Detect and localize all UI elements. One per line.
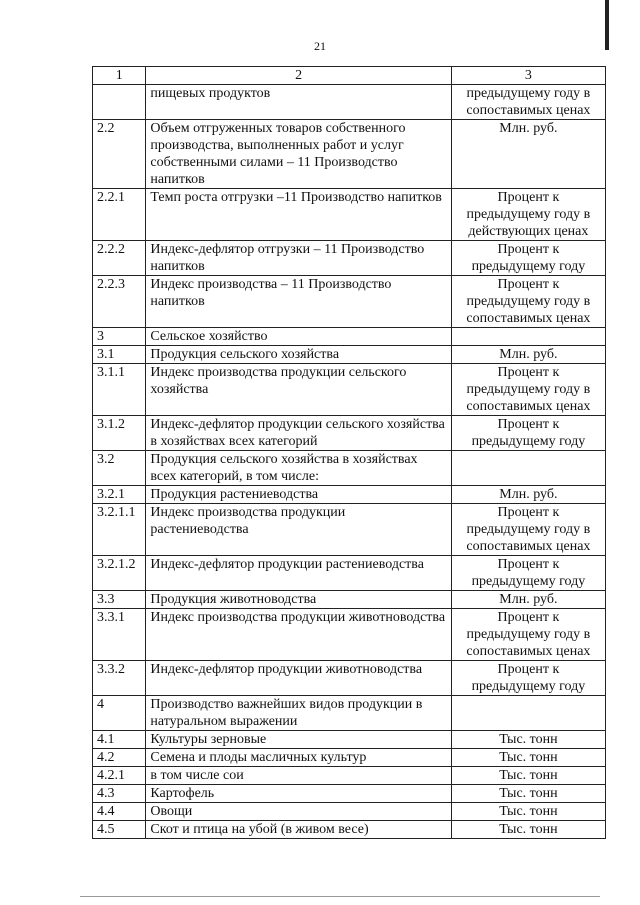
row-code: 3.3 bbox=[93, 591, 146, 609]
row-name: Производство важнейших видов продукции в натуральном выражении bbox=[146, 696, 451, 731]
row-unit: Млн. руб. bbox=[451, 346, 605, 364]
row-name: Индекс-дефлятор отгрузки – 11 Производство напитков bbox=[146, 241, 451, 276]
table-row bbox=[93, 486, 606, 504]
row-code: 2.2.1 bbox=[93, 189, 146, 241]
scan-bottom-line bbox=[80, 896, 600, 897]
row-code: 3.1.1 bbox=[93, 364, 146, 416]
table-row bbox=[93, 696, 606, 731]
row-name: Индекс производства продукции растениеводства bbox=[146, 504, 451, 556]
table-header-row bbox=[93, 67, 606, 85]
row-code: 3.3.1 bbox=[93, 609, 146, 661]
row-name: Продукция растениеводства bbox=[146, 486, 451, 504]
table-row bbox=[93, 416, 606, 451]
row-name: Скот и птица на убой (в живом весе) bbox=[146, 821, 451, 839]
row-name: Семена и плоды масличных культур bbox=[146, 749, 451, 767]
row-name: Индекс производства продукции животноводства bbox=[146, 609, 451, 661]
row-name: Продукция животноводства bbox=[146, 591, 451, 609]
row-code: 3.1 bbox=[93, 346, 146, 364]
header-col-2: 2 bbox=[146, 67, 451, 85]
row-unit: Млн. руб. bbox=[451, 120, 605, 189]
table-row bbox=[93, 451, 606, 486]
row-name: пищевых продуктов bbox=[146, 85, 451, 120]
row-code: 3.2.1 bbox=[93, 486, 146, 504]
row-unit: Процент к предыдущему году в сопоставимых ценах bbox=[451, 276, 605, 328]
table-row bbox=[93, 821, 606, 839]
row-unit: Млн. руб. bbox=[451, 486, 605, 504]
row-unit: Процент к предыдущему году в действующих ценах bbox=[451, 189, 605, 241]
table-row bbox=[93, 328, 606, 346]
table-row bbox=[93, 276, 606, 328]
row-code: 3 bbox=[93, 328, 146, 346]
row-name: Темп роста отгрузки –11 Производство напитков bbox=[146, 189, 451, 241]
table-row bbox=[93, 785, 606, 803]
table-row bbox=[93, 661, 606, 696]
indicators-table bbox=[92, 66, 606, 839]
row-code: 2.2.2 bbox=[93, 241, 146, 276]
row-name: Индекс-дефлятор продукции животноводства bbox=[146, 661, 451, 696]
table-row bbox=[93, 749, 606, 767]
row-name: Картофель bbox=[146, 785, 451, 803]
table-row bbox=[93, 364, 606, 416]
table-row bbox=[93, 346, 606, 364]
row-code: 2.2 bbox=[93, 120, 146, 189]
table-row bbox=[93, 556, 606, 591]
row-code: 4.5 bbox=[93, 821, 146, 839]
row-code: 4.1 bbox=[93, 731, 146, 749]
row-unit: Процент к предыдущему году в сопоставимых ценах bbox=[451, 609, 605, 661]
row-unit: Процент к предыдущему году в сопоставимых ценах bbox=[451, 504, 605, 556]
table-row bbox=[93, 731, 606, 749]
row-code: 4.2.1 bbox=[93, 767, 146, 785]
row-name: Культуры зерновые bbox=[146, 731, 451, 749]
row-unit: Процент к предыдущему году bbox=[451, 556, 605, 591]
row-code: 3.2 bbox=[93, 451, 146, 486]
header-col-3: 3 bbox=[451, 67, 605, 85]
row-name: Индекс-дефлятор продукции сельского хозяйства в хозяйствах всех категорий bbox=[146, 416, 451, 451]
row-code: 3.1.2 bbox=[93, 416, 146, 451]
row-unit: Тыс. тонн bbox=[451, 785, 605, 803]
table-row bbox=[93, 120, 606, 189]
row-name: в том числе сои bbox=[146, 767, 451, 785]
row-name: Индекс производства продукции сельского хозяйства bbox=[146, 364, 451, 416]
row-code: 2.2.3 bbox=[93, 276, 146, 328]
row-unit: Процент к предыдущему году bbox=[451, 416, 605, 451]
row-code: 4 bbox=[93, 696, 146, 731]
row-code bbox=[93, 85, 146, 120]
row-unit bbox=[451, 328, 605, 346]
row-name: Продукция сельского хозяйства в хозяйствах всех категорий, в том числе: bbox=[146, 451, 451, 486]
page-number: 21 bbox=[314, 39, 326, 53]
table-row bbox=[93, 85, 606, 120]
row-unit: Процент к предыдущему году bbox=[451, 661, 605, 696]
row-code: 4.3 bbox=[93, 785, 146, 803]
row-name: Сельское хозяйство bbox=[146, 328, 451, 346]
row-name: Продукция сельского хозяйства bbox=[146, 346, 451, 364]
table-row bbox=[93, 241, 606, 276]
row-unit: Тыс. тонн bbox=[451, 767, 605, 785]
row-unit: Тыс. тонн bbox=[451, 731, 605, 749]
table-row bbox=[93, 189, 606, 241]
row-name: Индекс-дефлятор продукции растениеводства bbox=[146, 556, 451, 591]
row-unit bbox=[451, 696, 605, 731]
row-unit: Тыс. тонн bbox=[451, 803, 605, 821]
table-row bbox=[93, 803, 606, 821]
row-unit: Процент к предыдущему году в сопоставимых ценах bbox=[451, 364, 605, 416]
row-unit bbox=[451, 451, 605, 486]
row-code: 3.3.2 bbox=[93, 661, 146, 696]
table-row bbox=[93, 591, 606, 609]
row-unit: Млн. руб. bbox=[451, 591, 605, 609]
row-code: 3.2.1.2 bbox=[93, 556, 146, 591]
table-row bbox=[93, 609, 606, 661]
row-name: Объем отгруженных товаров собственного производства, выполненных работ и услуг собственными силами – 11 Производство напитков bbox=[146, 120, 451, 189]
row-unit: Процент к предыдущему году bbox=[451, 241, 605, 276]
row-code: 4.2 bbox=[93, 749, 146, 767]
row-unit: Тыс. тонн bbox=[451, 749, 605, 767]
row-name: Овощи bbox=[146, 803, 451, 821]
header-col-1: 1 bbox=[93, 67, 146, 85]
row-code: 4.4 bbox=[93, 803, 146, 821]
table-row bbox=[93, 767, 606, 785]
table-row bbox=[93, 504, 606, 556]
row-code: 3.2.1.1 bbox=[93, 504, 146, 556]
row-unit: Тыс. тонн bbox=[451, 821, 605, 839]
row-name: Индекс производства – 11 Производство напитков bbox=[146, 276, 451, 328]
row-unit: предыдущему году в сопоставимых ценах bbox=[451, 85, 605, 120]
